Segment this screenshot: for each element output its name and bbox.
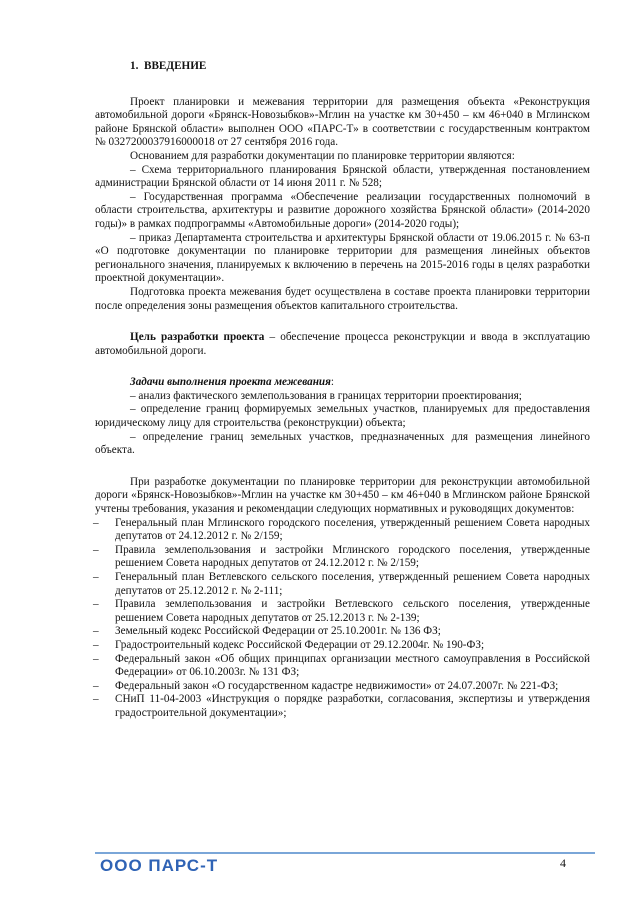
goal-paragraph (95, 331, 590, 358)
list-item: – Генеральный план Мглинского городского поселения, утвержденный решением Совета народных депутатов от 24.12.2012 г. № 2/159; (93, 516, 590, 543)
intro-paragraph: Проект планировки и межевания территории для размещения объекта «Реконструкция автомобильной дороги «Брянск-Новозыбков»-Мглин на участке км 30+450 – км 46+040 в Мглинском районе Брянской области» выполнен ООО «ПАРС-Т» в соответствии с государственным контрактом № 0327200037916000018 от 27 сентября 2016 года. (95, 95, 590, 149)
list-item: – Земельный кодекс Российской Федерации от 25.10.2001г. № 136 ФЗ; (93, 625, 441, 638)
basis-paragraph: Основанием для разработки документации по планировке территории являются: (130, 149, 515, 162)
documents-paragraph: При разработке документации по планировке территории для реконструкции автомобильной дороги «Брянск-Новозыбков»-Мглин на участке км 30+450 – км 46+040 в Мглинском районе Брянской учтены требования, указания и рекомендации следующих нормативных и руководящих документов: (95, 475, 590, 516)
page-content (95, 60, 590, 721)
list-item: – Градостроительный кодекс Российской Федерации от 29.12.2004г. № 190-ФЗ; (93, 638, 485, 651)
tasks-label: Задачи выполнения проекта межевания (130, 376, 331, 389)
basis-item-program: – Государственная программа «Обеспечение реализации государственных полномочий в области строительства, архитектуры и развитие дорожного хозяйства Брянской области» (2014-2020 годы)» в рамках подпрограммы «Автомобильные дороги» (2014-2020 годы); (95, 190, 590, 230)
basis-item-scheme: – Схема территориального планирования Брянской области, утвержденная постановлением администрации Брянской области от 14 июня 2011 г. № 528; (95, 163, 590, 190)
goal-text: – обеспечение процесса реконструкции и ввода в эксплуатацию автомобильной дороги. (95, 331, 590, 357)
page-number: 4 (560, 856, 566, 870)
basis-item-order: – приказ Департамента строительства и архитектуры Брянской области от 19.06.2015 г. № 63-п «О подготовке документации по планировке территории для размещения линейных объектов регионального значения, планируемых к включению в перечень на 2015-2016 годы в целях разработки проектной документации». (95, 231, 590, 285)
tasks-colon: : (330, 376, 335, 389)
company-logo: ООО ПАРС-Т (100, 856, 219, 875)
tasks-heading (95, 376, 590, 390)
section-heading: 1. ВВЕДЕНИЕ (130, 60, 207, 72)
goal-label: Цель разработки проекта (130, 331, 265, 344)
task-item-analysis: – анализ фактического землепользования в границах территории проектирования; (130, 389, 522, 402)
task-item-linear: – определение границ земельных участков, предназначенных для размещения линейного объекта. (95, 430, 590, 457)
list-item: – СНиП 11-04-2003 «Инструкция о порядке разработки, согласования, экспертизы и утверждения градостроительной документации»; (93, 693, 590, 719)
list-item: – Федеральный закон «Об общих принципах организации местного самоуправления в Российской Федерации» от 06.10.2003г. № 131 ФЗ; (93, 652, 590, 679)
task-item-boundaries: – определение границ формируемых земельных участков, планируемых для предоставления юридическому лицу для строительства (реконструкции) объекта; (95, 403, 590, 430)
list-item: – Генеральный план Ветлевского сельского поселения, утвержденный решением Совета народных депутатов от 25.12.2012 г. № 2-111; (93, 571, 590, 597)
list-item: – Правила землепользования и застройки Ветлевского сельского поселения, утвержденные решением Совета народных депутатов от 25.12.2013 г. № 2-139; (93, 598, 590, 624)
footer-divider (95, 852, 595, 854)
preparation-paragraph: Подготовка проекта межевания будет осуществлена в составе проекта планировки территории после определения зоны размещения объектов капитального строительства. (95, 285, 590, 312)
list-item: – Федеральный закон «О государственном кадастре недвижимости» от 24.07.2007г. № 221-ФЗ; (93, 679, 559, 692)
documents-list (95, 517, 590, 721)
list-item: – Правила землепользования и застройки Мглинского городского поселения, утвержденные решением Совета народных депутатов от 24.12.2012 г. № 2/159; (93, 543, 590, 570)
